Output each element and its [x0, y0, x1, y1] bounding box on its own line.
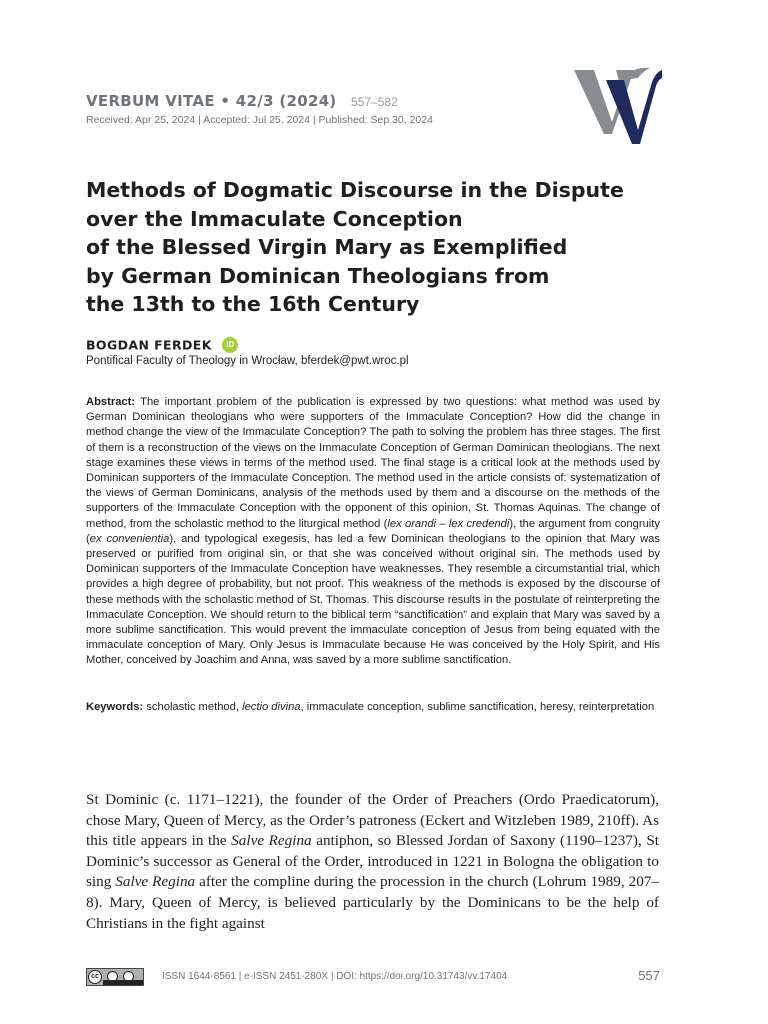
body-italic: Salve Regina: [115, 873, 196, 891]
keywords-italic: lectio divina: [242, 701, 301, 713]
body-paragraph: [86, 790, 659, 934]
title-line: the 13th to the 16th Century: [86, 292, 420, 316]
body-italic: Salve Regina: [231, 832, 312, 850]
abstract-text: ), and typological exegesis, has led a few Dominican theologians to the opinion that Mary was preserved or purified from original sin, or that she was conceived without original sin. The methods used by Dominican supporters of the Immaculate Conception have weaknesses. They resemble a circumstantial trial, which provides a high degree of probability, but not proof. This weakness of the methods is exposed by the discourse of these methods with the scholastic method of St. Thomas. This discourse results in the postulate of reinterpreting the Immaculate Conception. We should return to the biblical term “sanctification” and explain that Mary was saved by a more sublime sanctification. This would prevent the immaculate conception of Jesus from being equated with the immaculate conception of Mary. Only Jesus is Immaculate because He was conceived by the Holy Spirit, and His Mother, conceived by Joachim and Anna, was saved by a more sublime sanctification.: [86, 532, 660, 667]
journal-header: [86, 92, 398, 111]
license-bar: [103, 980, 143, 985]
body-text: St Dominic (c. 1171–1221), the founder of the Order of Preachers (Ordo Praedicatorum), chose Mary, Queen of Mercy, as the Order’s patroness (Eckert and Witzleben 1989, 210ff). As this title appears in the: [86, 791, 659, 850]
abstract-text: The important problem of the publication is expressed by two questions: what method was used by German Dominican theologians who were supporters of the Immaculate Conception? How did the change in method change the view of the Immaculate Conception? The path to solving the problem has three stages. The first of them is a reconstruction of the views on the Immaculate Conception of German Dominican theologians. The next stage examines these views in terms of the method used. The final stage is a critical look at the methods used by Dominican supporters of the Immaculate Conception. The method used in the article consists of: systematization of the views of German Dominicans, analysis of the methods used by them and a discourse on the methods of the supporters of the Immaculate Conception with the opponent of this opinion, St. Thomas Aquinas. The change of method, from the scholastic method to the liturgical method (: [86, 396, 660, 530]
journal-name: VERBUM VITAE • 42/3 (2024): [86, 92, 337, 110]
body-text: after the compline during the procession in the church (Lohrum 1989, 207–8). Mary, Queen of Mercy, is believed particularly by the Dominicans to be the help of Christians in the fight against: [86, 873, 659, 932]
author-name: BOGDAN FERDEK: [86, 337, 212, 353]
title-line: over the Immaculate Conception: [86, 206, 463, 231]
page-range: 557–582: [351, 95, 398, 109]
body-text: antiphon, so Blessed Jordan of Saxony (1190–1237), St Dominic’s successor as General of the Order, introduced in 1221 in Bologna the obligation to sing: [86, 832, 659, 891]
keywords-label: Keywords:: [86, 701, 144, 713]
publication-dates: Received: Apr 25, 2024 | Accepted: Jul 25, 2024 | Published: Sep 30, 2024: [86, 114, 433, 126]
keywords: [86, 700, 660, 715]
abstract-label: Abstract:: [86, 396, 136, 408]
abstract: [86, 395, 660, 669]
page-footer: [86, 966, 660, 988]
title-line: Methods of Dogmatic Discourse in the Dispute: [86, 178, 624, 202]
author-affiliation: Pontifical Faculty of Theology in Wrocław, bferdek@pwt.wroc.pl: [86, 355, 409, 367]
keywords-text: scholastic method,: [143, 701, 243, 713]
title-line: of the Blessed Virgin Mary as Exemplified: [86, 235, 568, 259]
abstract-italic: lex orandi – lex credendi: [387, 517, 510, 530]
title-line: by German Dominican Theologians from: [86, 263, 550, 288]
orcid-icon[interactable]: iD: [222, 337, 238, 353]
keywords-text: , immaculate conception, sublime sanctification, heresy, reinterpretation: [300, 701, 655, 713]
author-line: [86, 336, 238, 354]
cc-icon: cc: [88, 970, 102, 984]
verbum-vitae-logo: [572, 64, 664, 144]
page-number: 557: [638, 968, 660, 983]
abstract-italic: ex convenientia: [89, 532, 170, 545]
cc-license-icon[interactable]: [86, 968, 144, 986]
article-title: [86, 176, 686, 319]
issn-doi[interactable]: ISSN 1644-8561 | e-ISSN 2451-280X | DOI: https://doi.org/10.31743/vv.17404: [162, 971, 508, 982]
abstract-text: ), the argument from congruity (: [86, 517, 660, 545]
